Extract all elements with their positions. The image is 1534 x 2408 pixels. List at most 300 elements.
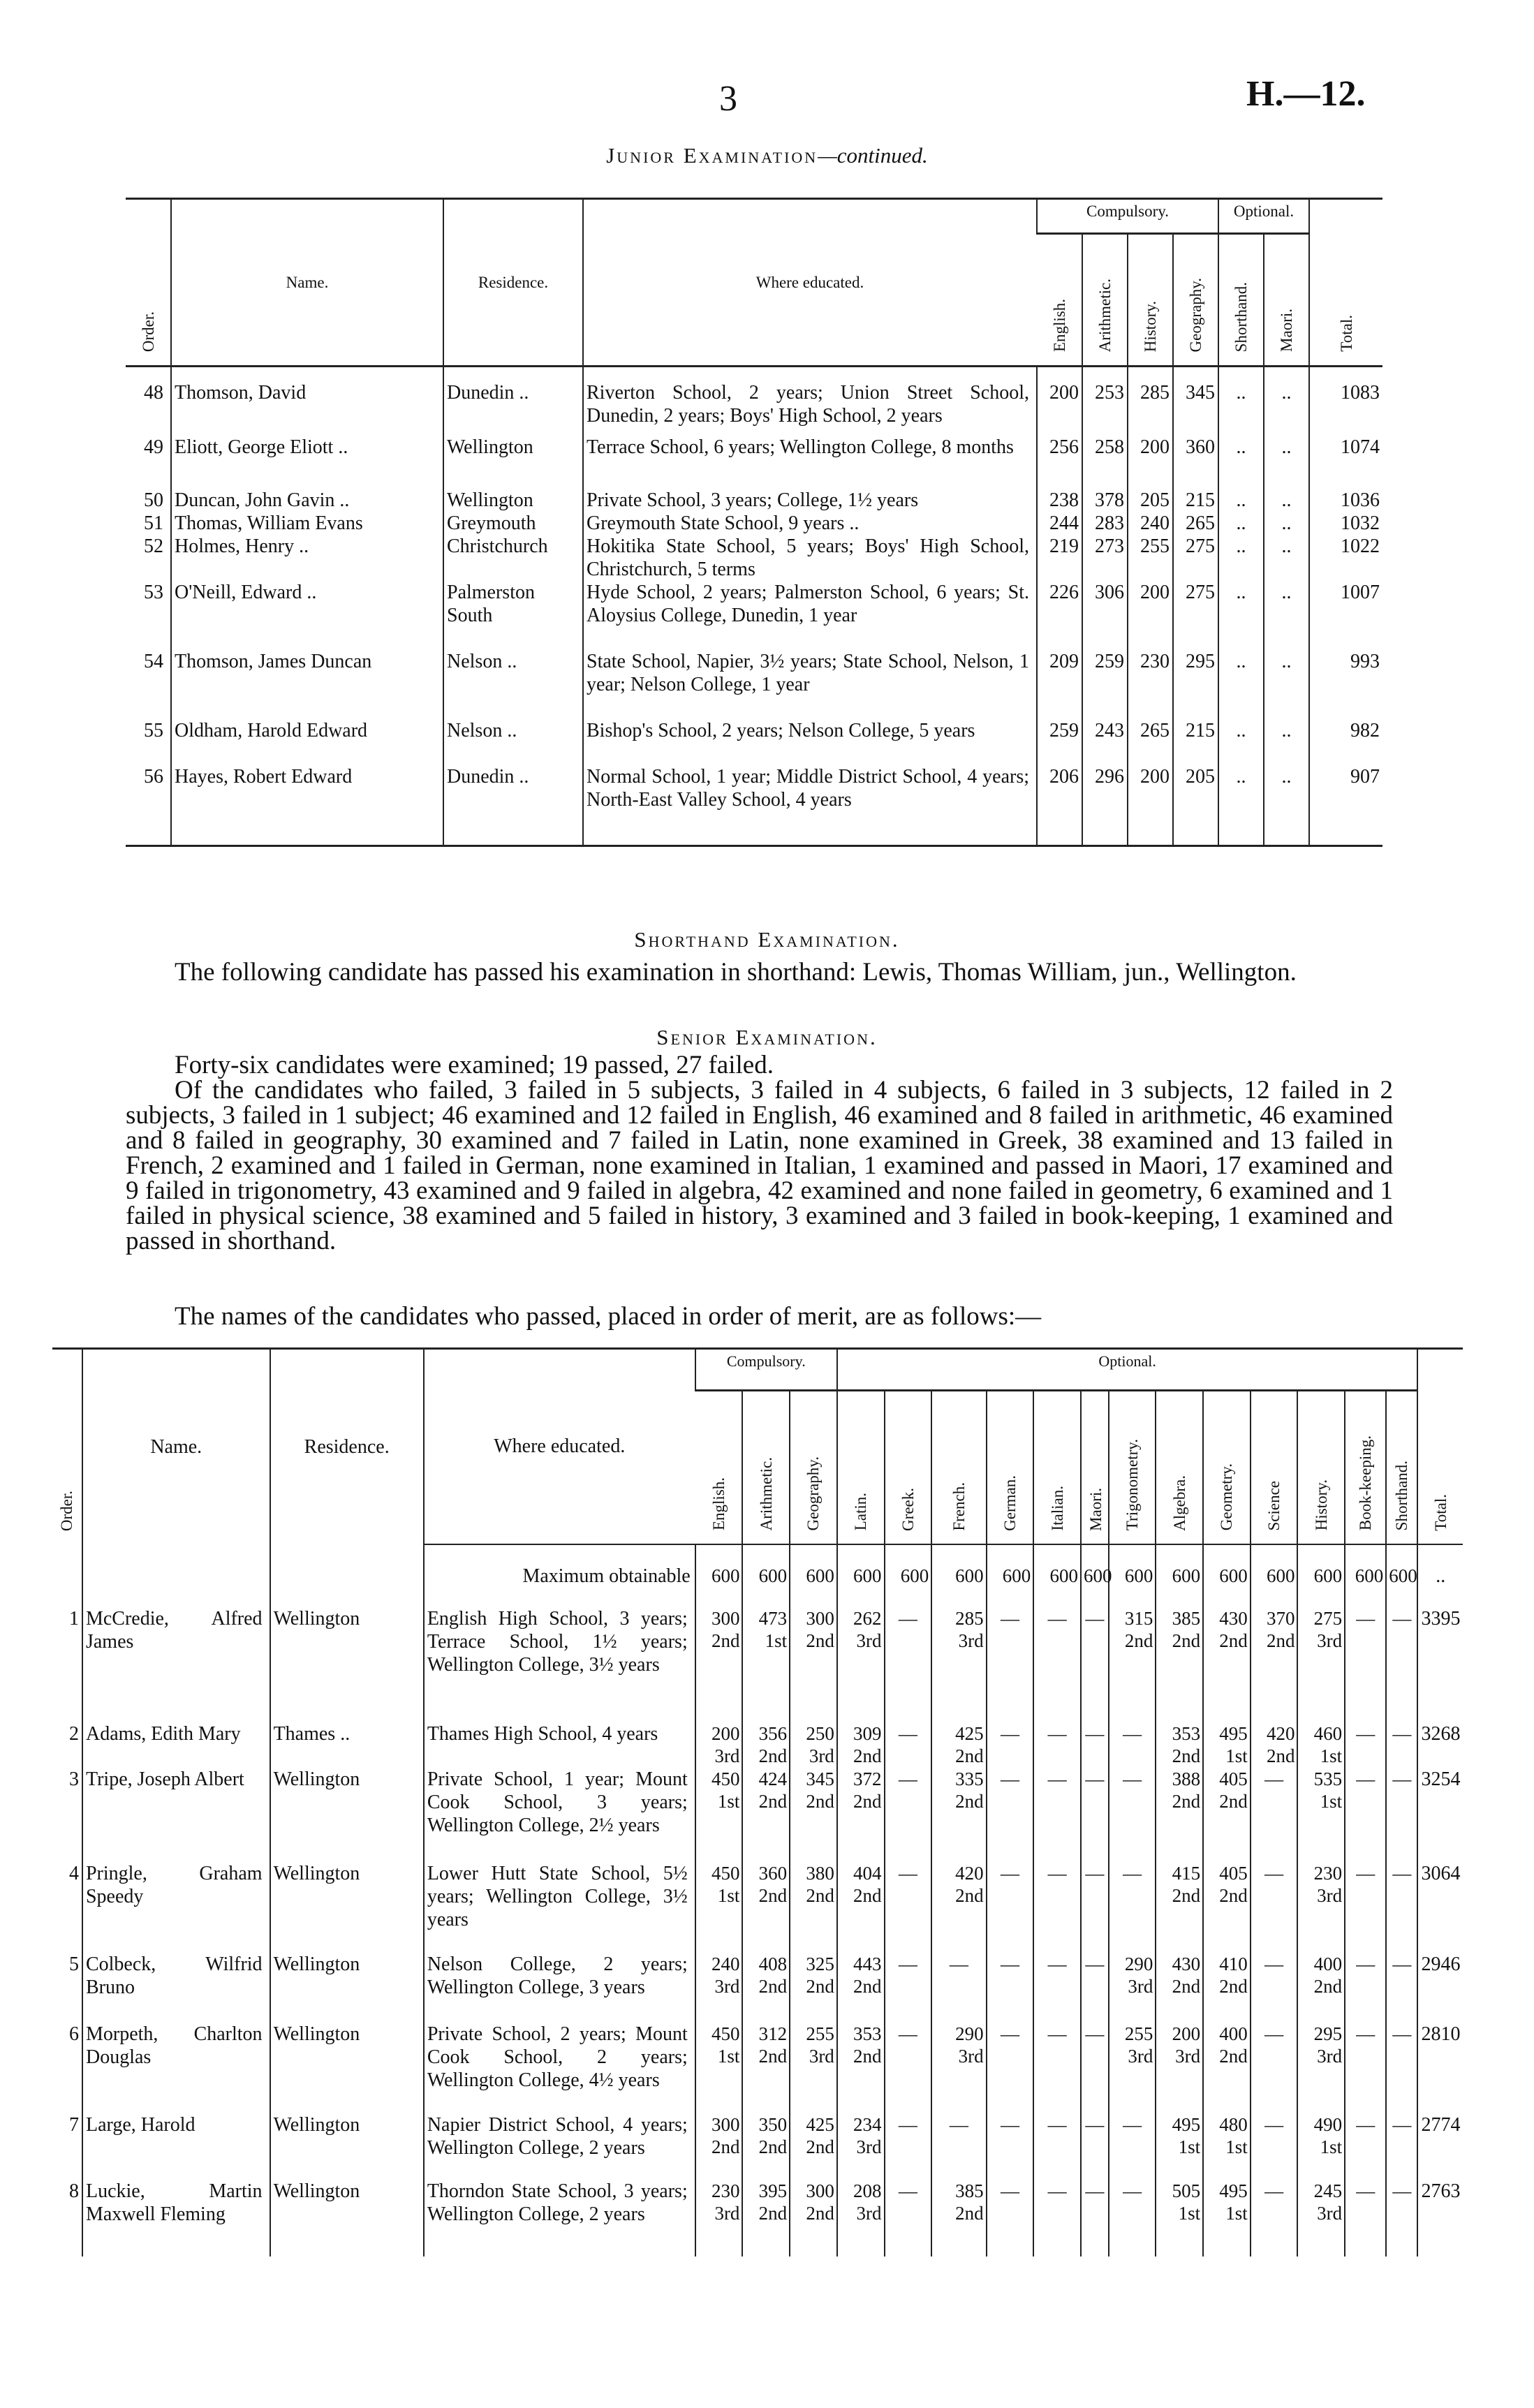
senior-cell-total: 3268: [1417, 1722, 1463, 1768]
mark-value: 404: [853, 1862, 882, 1884]
junior-filler-cell: [1218, 811, 1264, 846]
junior-cell-name: Thomson, James Duncan: [171, 650, 443, 719]
col-name-header: Name.: [171, 199, 443, 367]
mark-value: 230: [1313, 1862, 1343, 1884]
mark-value: 290: [1124, 1953, 1153, 1974]
junior-cell-geography: 205: [1173, 765, 1218, 811]
senior-mark-cell: [1251, 1862, 1298, 1953]
mark-value: —: [1264, 2113, 1284, 2135]
mark-rank: 2nd: [711, 2136, 740, 2157]
mark-rank: 2nd: [806, 1884, 834, 1906]
junior-cell-order: 55: [144, 719, 163, 741]
mark-value: 535: [1313, 1768, 1343, 1789]
junior-cell-educated: Greymouth State School, 9 years ..: [583, 512, 1037, 535]
senior-mark-cell: [987, 1768, 1034, 1862]
mark-rank: 2nd: [1172, 1790, 1201, 1812]
max-value: 600: [1081, 1544, 1109, 1607]
senior-mark-cell: [1156, 1607, 1203, 1722]
senior-mark-cell: [987, 1862, 1034, 1953]
senior-mark-cell: [987, 2023, 1034, 2113]
senior-mark-cell: [1297, 2113, 1345, 2180]
mark-value: —: [898, 2180, 917, 2201]
senior-mark-cell: [987, 1722, 1034, 1768]
senior-cell-residence: Wellington: [270, 2023, 424, 2113]
senior-mark-cell: [1203, 1862, 1251, 1953]
mark-rank: 2nd: [758, 1884, 788, 1906]
mark-value: —: [1123, 1862, 1142, 1884]
junior-filler-cell: [171, 811, 443, 846]
mark-rank: 2nd: [806, 1975, 834, 1997]
senior-col-educated-header: Where educated.: [424, 1349, 695, 1544]
senior-col-label: Italian.: [1048, 1486, 1066, 1531]
mark-rank: 2nd: [955, 1790, 984, 1812]
mark-value: 460: [1313, 1722, 1343, 1744]
junior-cell-name: Hayes, Robert Edward: [171, 765, 443, 811]
senior-cell-name: Adams, Edith Mary: [82, 1722, 270, 1768]
mark-rank: 3rd: [809, 2045, 834, 2067]
mark-value: 424: [758, 1768, 788, 1789]
junior-row: [126, 719, 1382, 765]
mark-value: 388: [1172, 1768, 1201, 1789]
mark-value: —: [1085, 1953, 1105, 1974]
mark-value: —: [1047, 2023, 1067, 2044]
senior-col-header-8: [885, 1391, 932, 1544]
mark-value: —: [1392, 1607, 1412, 1629]
mark-value: —: [898, 2023, 917, 2044]
junior-row: [126, 650, 1382, 719]
mark-rank: 2nd: [758, 1790, 788, 1812]
mark-value: 372: [853, 1768, 882, 1789]
junior-cell-arithmetic: 258: [1082, 436, 1128, 482]
junior-row: [126, 482, 1382, 512]
senior-mark-cell: [931, 1768, 986, 1862]
senior-mark-cell: [885, 2180, 932, 2256]
senior-mark-cell: [931, 1953, 986, 2023]
junior-cell-english: 209: [1037, 650, 1082, 719]
senior-cell-residence: Wellington: [270, 1768, 424, 1862]
mark-value: 408: [758, 1953, 788, 1974]
mark-value: —: [1264, 2023, 1284, 2044]
senior-col-header-4: [695, 1391, 743, 1544]
senior-mark-cell: [1386, 1607, 1417, 1722]
senior-col-label: Geometry.: [1218, 1463, 1236, 1531]
mark-value: —: [1047, 1953, 1067, 1974]
senior-mark-cell: [885, 1953, 932, 2023]
junior-cell-educated: Private School, 3 years; College, 1½ years: [583, 482, 1037, 512]
max-value: 600: [1033, 1544, 1081, 1607]
senior-mark-cell: [931, 1607, 986, 1722]
senior-mark-cell: [885, 2023, 932, 2113]
mark-value: —: [1356, 2113, 1376, 2135]
senior-mark-cell: [1203, 2180, 1251, 2256]
max-value: 600: [1203, 1544, 1251, 1607]
junior-row: [126, 535, 1382, 581]
senior-col-header-18: [1345, 1391, 1386, 1544]
senior-mark-cell: [1345, 2113, 1386, 2180]
senior-mark-cell: [1081, 1607, 1109, 1722]
senior-row: [52, 1768, 1463, 1862]
junior-row: [126, 436, 1382, 482]
senior-col-label: Latin.: [852, 1493, 870, 1531]
junior-cell-english: 259: [1037, 719, 1082, 765]
mark-rank: 2nd: [806, 2202, 834, 2224]
mark-rank: 3rd: [714, 2202, 740, 2224]
mark-value: —: [1085, 2180, 1105, 2201]
senior-cell-name: Colbeck, Wilfrid Bruno: [82, 1953, 270, 2023]
mark-rank: 2nd: [758, 2136, 788, 2157]
senior-mark-cell: [1156, 1953, 1203, 2023]
senior-mark-cell: [695, 1862, 743, 1953]
senior-mark-cell: [1251, 1768, 1298, 1862]
mark-value: —: [1000, 1953, 1019, 1974]
senior-mark-cell: [742, 2180, 790, 2256]
junior-cell-residence: Nelson ..: [443, 650, 583, 719]
mark-value: —: [949, 1953, 968, 1974]
senior-mark-cell: [1297, 1862, 1345, 1953]
junior-cell-maori: ..: [1264, 765, 1309, 811]
mark-rank: 2nd: [1219, 1630, 1248, 1651]
mark-rank: 2nd: [1313, 1975, 1343, 1997]
col-total-header: Total.: [1309, 199, 1382, 367]
junior-cell-name: Holmes, Henry ..: [171, 535, 443, 581]
mark-value: 490: [1313, 2113, 1343, 2135]
mark-rank: 3rd: [1317, 1630, 1343, 1651]
junior-cell-order: 48: [144, 382, 163, 404]
senior-mark-cell: [1109, 1607, 1156, 1722]
junior-filler-cell: [1128, 811, 1173, 846]
mark-value: 450: [711, 1862, 740, 1884]
mark-value: 405: [1219, 1768, 1248, 1789]
senior-mark-cell: [1081, 1722, 1109, 1768]
mark-value: —: [1123, 1722, 1142, 1744]
mark-value: —: [1047, 1607, 1067, 1629]
mark-value: —: [1047, 2113, 1067, 2135]
mark-value: 285: [955, 1607, 984, 1629]
max-value: 600: [987, 1544, 1034, 1607]
senior-mark-cell: [1345, 2023, 1386, 2113]
senior-mark-cell: [885, 1768, 932, 1862]
senior-mark-cell: [742, 1953, 790, 2023]
senior-col-label: Book-keeping.: [1357, 1435, 1375, 1531]
mark-rank: 3rd: [809, 1745, 834, 1766]
mark-rank: 3rd: [1317, 2202, 1343, 2224]
mark-rank: 2nd: [1172, 1884, 1201, 1906]
junior-cell-educated: Hyde School, 2 years; Palmerston School, 6 years; St. Aloysius College, Dunedin, 1 year: [583, 581, 1037, 650]
senior-col-label: French.: [950, 1482, 968, 1531]
junior-cell-history: 200: [1128, 765, 1173, 811]
senior-cell-educated: English High School, 3 years; Terrace School, 1½ years; Wellington College, 3½ years: [424, 1607, 695, 1722]
mark-value: 300: [711, 2113, 740, 2135]
senior-optional-group-header: Optional.: [837, 1349, 1418, 1391]
mark-rank: 1st: [765, 1630, 788, 1651]
mark-value: 450: [711, 1768, 740, 1789]
junior-filler-cell: [1264, 811, 1309, 846]
junior-cell-residence: Palmerston South: [443, 581, 583, 650]
max-value: 600: [1386, 1544, 1417, 1607]
senior-col-header-16: [1251, 1391, 1298, 1544]
mark-rank: 2nd: [1266, 1745, 1295, 1766]
junior-cell-shorthand: ..: [1218, 650, 1264, 719]
mark-value: —: [898, 1862, 917, 1884]
junior-cell-order: 54: [144, 650, 163, 672]
col-english-header: English.: [1037, 234, 1082, 367]
mark-value: 360: [758, 1862, 788, 1884]
senior-para-2: Of the candidates who failed, 3 failed in 5 subjects, 3 failed in 4 subjects, 6 failed in 3 subjects, 12 failed in 2 subjects, 3 failed in 1 subject; 46 examined and 12 failed in English, 46 examined and 8 failed in arithmetic, 46 examined and 8 failed in geography, 30 examined and 7 failed in Latin, none examined in Greek, 38 examined and 13 failed in French, 2 examined and 1 failed in German, none examined in Italian, 1 examined and passed in Maori, 17 examined and 9 failed in trigonometry, 43 examined and 9 failed in algebra, 42 examined and none failed in geometry, 6 examined and 1 failed in physical science, 38 examined and 5 failed in history, 3 examined and 3 failed in book-keeping, 1 examined and passed in shorthand.: [126, 1076, 1393, 1255]
senior-mark-cell: [885, 2113, 932, 2180]
senior-cell-residence: Wellington: [270, 2113, 424, 2180]
senior-mark-cell: [1386, 2113, 1417, 2180]
mark-value: 300: [806, 2180, 834, 2201]
junior-cell-educated: State School, Napier, 3½ years; State School, Nelson, 1 year; Nelson College, 1 year: [583, 650, 1037, 719]
mark-rank: 2nd: [1219, 1790, 1248, 1812]
senior-col-header-10: [987, 1391, 1034, 1544]
senior-mark-cell: [987, 1607, 1034, 1722]
senior-cell-educated: Napier District School, 4 years; Wellington College, 2 years: [424, 2113, 695, 2180]
mark-value: —: [1047, 1862, 1067, 1884]
junior-results-table: [126, 198, 1382, 847]
junior-cell-arithmetic: 243: [1082, 719, 1128, 765]
mark-value: —: [1356, 1722, 1376, 1744]
mark-value: 309: [853, 1722, 882, 1744]
junior-cell-history: 265: [1128, 719, 1173, 765]
senior-mark-cell: [1251, 1953, 1298, 2023]
mark-value: 234: [853, 2113, 882, 2135]
junior-cell-residence: Dunedin ..: [443, 765, 583, 811]
compulsory-group-header: Compulsory.: [1037, 199, 1218, 234]
senior-mark-cell: [837, 1607, 885, 1722]
col-arithmetic-header: Arithmetic.: [1082, 234, 1128, 367]
mark-rank: 3rd: [1317, 2045, 1343, 2067]
senior-cell-order: 2: [68, 1722, 79, 1745]
senior-mark-cell: [742, 1607, 790, 1722]
senior-mark-cell: [1033, 1607, 1081, 1722]
senior-mark-cell: [1081, 2023, 1109, 2113]
senior-mark-cell: [695, 1722, 743, 1768]
mark-value: 410: [1219, 1953, 1248, 1974]
senior-mark-cell: [1251, 2180, 1298, 2256]
senior-row: [52, 1722, 1463, 1768]
senior-cell-residence: Wellington: [270, 1607, 424, 1722]
junior-cell-name: Duncan, John Gavin ..: [171, 482, 443, 512]
mark-value: —: [1000, 1768, 1019, 1789]
senior-cell-name: Morpeth, Charlton Douglas: [82, 2023, 270, 2113]
junior-cell-total: 1074: [1309, 436, 1382, 482]
senior-col-header-19: [1386, 1391, 1417, 1544]
senior-row: [52, 2023, 1463, 2113]
junior-filler-cell: [126, 811, 171, 846]
mark-value: 385: [1172, 1607, 1201, 1629]
senior-mark-cell: [1251, 1722, 1298, 1768]
senior-cell-educated: Nelson College, 2 years; Wellington College, 3 years: [424, 1953, 695, 2023]
senior-cell-order: 7: [68, 2113, 79, 2136]
mark-value: 356: [758, 1722, 788, 1744]
junior-cell-maori: ..: [1264, 512, 1309, 535]
mark-value: 505: [1172, 2180, 1201, 2201]
junior-cell-total: 1007: [1309, 581, 1382, 650]
senior-row: [52, 1953, 1463, 2023]
mark-value: —: [1123, 2113, 1142, 2135]
document-reference: H.—12.: [1246, 74, 1366, 114]
mark-value: —: [1000, 1862, 1019, 1884]
shorthand-text: The following candidate has passed his examination in shorthand: Lewis, Thomas William, jun., Wellington.: [175, 958, 1297, 987]
senior-mark-cell: [1203, 1953, 1251, 2023]
junior-row: [126, 581, 1382, 650]
senior-mark-cell: [1345, 1607, 1386, 1722]
junior-cell-geography: 215: [1173, 482, 1218, 512]
mark-value: 425: [806, 2113, 834, 2135]
junior-cell-english: 244: [1037, 512, 1082, 535]
junior-cell-maori: ..: [1264, 482, 1309, 512]
mark-value: —: [1000, 1607, 1019, 1629]
senior-mark-cell: [790, 2023, 837, 2113]
mark-value: —: [1264, 2180, 1284, 2201]
senior-col-header-15: [1203, 1391, 1251, 1544]
junior-cell-total: 1022: [1309, 535, 1382, 581]
mark-rank: 2nd: [806, 2136, 834, 2157]
junior-cell-order: 56: [144, 765, 163, 788]
shorthand-title: Shorthand Examination.: [634, 927, 900, 952]
senior-mark-cell: [1156, 2180, 1203, 2256]
page-number: 3: [719, 79, 737, 119]
senior-cell-total: 3395: [1417, 1607, 1463, 1722]
junior-cell-maori: ..: [1264, 719, 1309, 765]
senior-cell-name: Large, Harold: [82, 2113, 270, 2180]
senior-cell-residence: Wellington: [270, 1862, 424, 1953]
mark-value: 345: [806, 1768, 834, 1789]
senior-mark-cell: [987, 2180, 1034, 2256]
senior-col-total-header: Total.: [1417, 1349, 1463, 1544]
senior-cell-educated: Private School, 2 years; Mount Cook School, 2 years; Wellington College, 4½ years: [424, 2023, 695, 2113]
mark-rank: 1st: [1320, 1745, 1343, 1766]
senior-col-header-9: [931, 1391, 986, 1544]
senior-mark-cell: [695, 2180, 743, 2256]
mark-rank: 2nd: [711, 1630, 740, 1651]
mark-rank: 2nd: [1172, 1745, 1201, 1766]
mark-rank: 3rd: [856, 2202, 882, 2224]
mark-rank: 3rd: [856, 2136, 882, 2157]
senior-mark-cell: [1297, 2023, 1345, 2113]
mark-rank: 2nd: [758, 2202, 788, 2224]
mark-value: 400: [1219, 2023, 1248, 2044]
senior-mark-cell: [1081, 2180, 1109, 2256]
junior-row: [126, 765, 1382, 811]
senior-mark-cell: [1203, 1607, 1251, 1722]
mark-rank: 3rd: [958, 2045, 984, 2067]
mark-value: 200: [1172, 2023, 1201, 2044]
mark-value: 420: [955, 1862, 984, 1884]
mark-rank: 2nd: [1219, 1975, 1248, 1997]
mark-value: —: [1123, 1768, 1142, 1789]
senior-mark-cell: [695, 1607, 743, 1722]
senior-mark-cell: [931, 2113, 986, 2180]
senior-col-label: Maori.: [1086, 1487, 1105, 1531]
mark-value: —: [898, 1722, 917, 1744]
senior-mark-cell: [1033, 1953, 1081, 2023]
senior-col-label: Shorthand.: [1393, 1461, 1411, 1531]
mark-rank: 2nd: [853, 1975, 882, 1997]
junior-cell-name: Eliott, George Eliott ..: [171, 436, 443, 482]
junior-cell-english: 238: [1037, 482, 1082, 512]
max-value: 600: [885, 1544, 932, 1607]
senior-mark-cell: [1345, 2180, 1386, 2256]
mark-value: —: [1000, 2023, 1019, 2044]
junior-cell-history: 255: [1128, 535, 1173, 581]
junior-cell-order: 49: [144, 436, 163, 458]
mark-value: —: [1000, 2180, 1019, 2201]
mark-value: —: [898, 1953, 917, 1974]
junior-cell-english: 200: [1037, 367, 1082, 436]
senior-mark-cell: [1345, 1722, 1386, 1768]
senior-cell-educated: Thames High School, 4 years: [424, 1722, 695, 1768]
senior-col-label: German.: [1001, 1475, 1019, 1531]
mark-value: 315: [1124, 1607, 1153, 1629]
mark-value: 335: [955, 1768, 984, 1789]
mark-value: —: [1264, 1768, 1284, 1789]
senior-mark-cell: [931, 1722, 986, 1768]
junior-cell-history: 205: [1128, 482, 1173, 512]
senior-mark-cell: [885, 1607, 932, 1722]
senior-mark-cell: [1033, 2113, 1081, 2180]
junior-cell-residence: Wellington: [443, 436, 583, 482]
mark-rank: 2nd: [758, 1745, 788, 1766]
senior-row: [52, 1862, 1463, 1953]
junior-cell-total: 1032: [1309, 512, 1382, 535]
senior-cell-residence: Thames ..: [270, 1722, 424, 1768]
junior-cell-geography: 265: [1173, 512, 1218, 535]
mark-value: —: [1264, 1953, 1284, 1974]
mark-value: —: [1085, 1768, 1105, 1789]
mark-rank: 3rd: [714, 1975, 740, 1997]
mark-value: 300: [711, 1607, 740, 1629]
senior-col-header-17: [1297, 1391, 1345, 1544]
mark-rank: 3rd: [714, 1745, 740, 1766]
senior-col-header-13: [1109, 1391, 1156, 1544]
mark-value: 255: [806, 2023, 834, 2044]
senior-mark-cell: [1297, 1722, 1345, 1768]
junior-cell-maori: ..: [1264, 535, 1309, 581]
optional-group-header: Optional.: [1218, 199, 1309, 234]
senior-mark-cell: [1386, 2023, 1417, 2113]
mark-value: 443: [853, 1953, 882, 1974]
senior-row: [52, 2180, 1463, 2256]
mark-value: 240: [711, 1953, 740, 1974]
max-obtainable-label: Maximum obtainable: [424, 1544, 695, 1607]
senior-cell-total: 2946: [1417, 1953, 1463, 2023]
junior-cell-history: 230: [1128, 650, 1173, 719]
mark-value: 425: [955, 1722, 984, 1744]
senior-mark-cell: [1386, 2180, 1417, 2256]
col-geography-header: Geography.: [1173, 234, 1218, 367]
mark-value: 405: [1219, 1862, 1248, 1884]
junior-cell-residence: Christchurch: [443, 535, 583, 581]
junior-title-main: Junior Examination: [606, 143, 818, 168]
senior-mark-cell: [1386, 1862, 1417, 1953]
max-value: 600: [1345, 1544, 1386, 1607]
mark-value: 430: [1219, 1607, 1248, 1629]
junior-title: [0, 143, 1534, 168]
junior-cell-geography: 215: [1173, 719, 1218, 765]
senior-cell-educated: Lower Hutt State School, 5½ years; Wellington College, 3½ years: [424, 1862, 695, 1953]
senior-mark-cell: [837, 1953, 885, 2023]
senior-mark-cell: [1033, 2023, 1081, 2113]
senior-mark-cell: [790, 2180, 837, 2256]
max-value: 600: [695, 1544, 743, 1607]
mark-rank: 2nd: [1172, 1975, 1201, 1997]
junior-cell-educated: Hokitika State School, 5 years; Boys' High School, Christchurch, 5 terms: [583, 535, 1037, 581]
senior-mark-cell: [1386, 1768, 1417, 1862]
mark-value: 495: [1219, 2180, 1248, 2201]
mark-value: —: [1392, 1768, 1412, 1789]
